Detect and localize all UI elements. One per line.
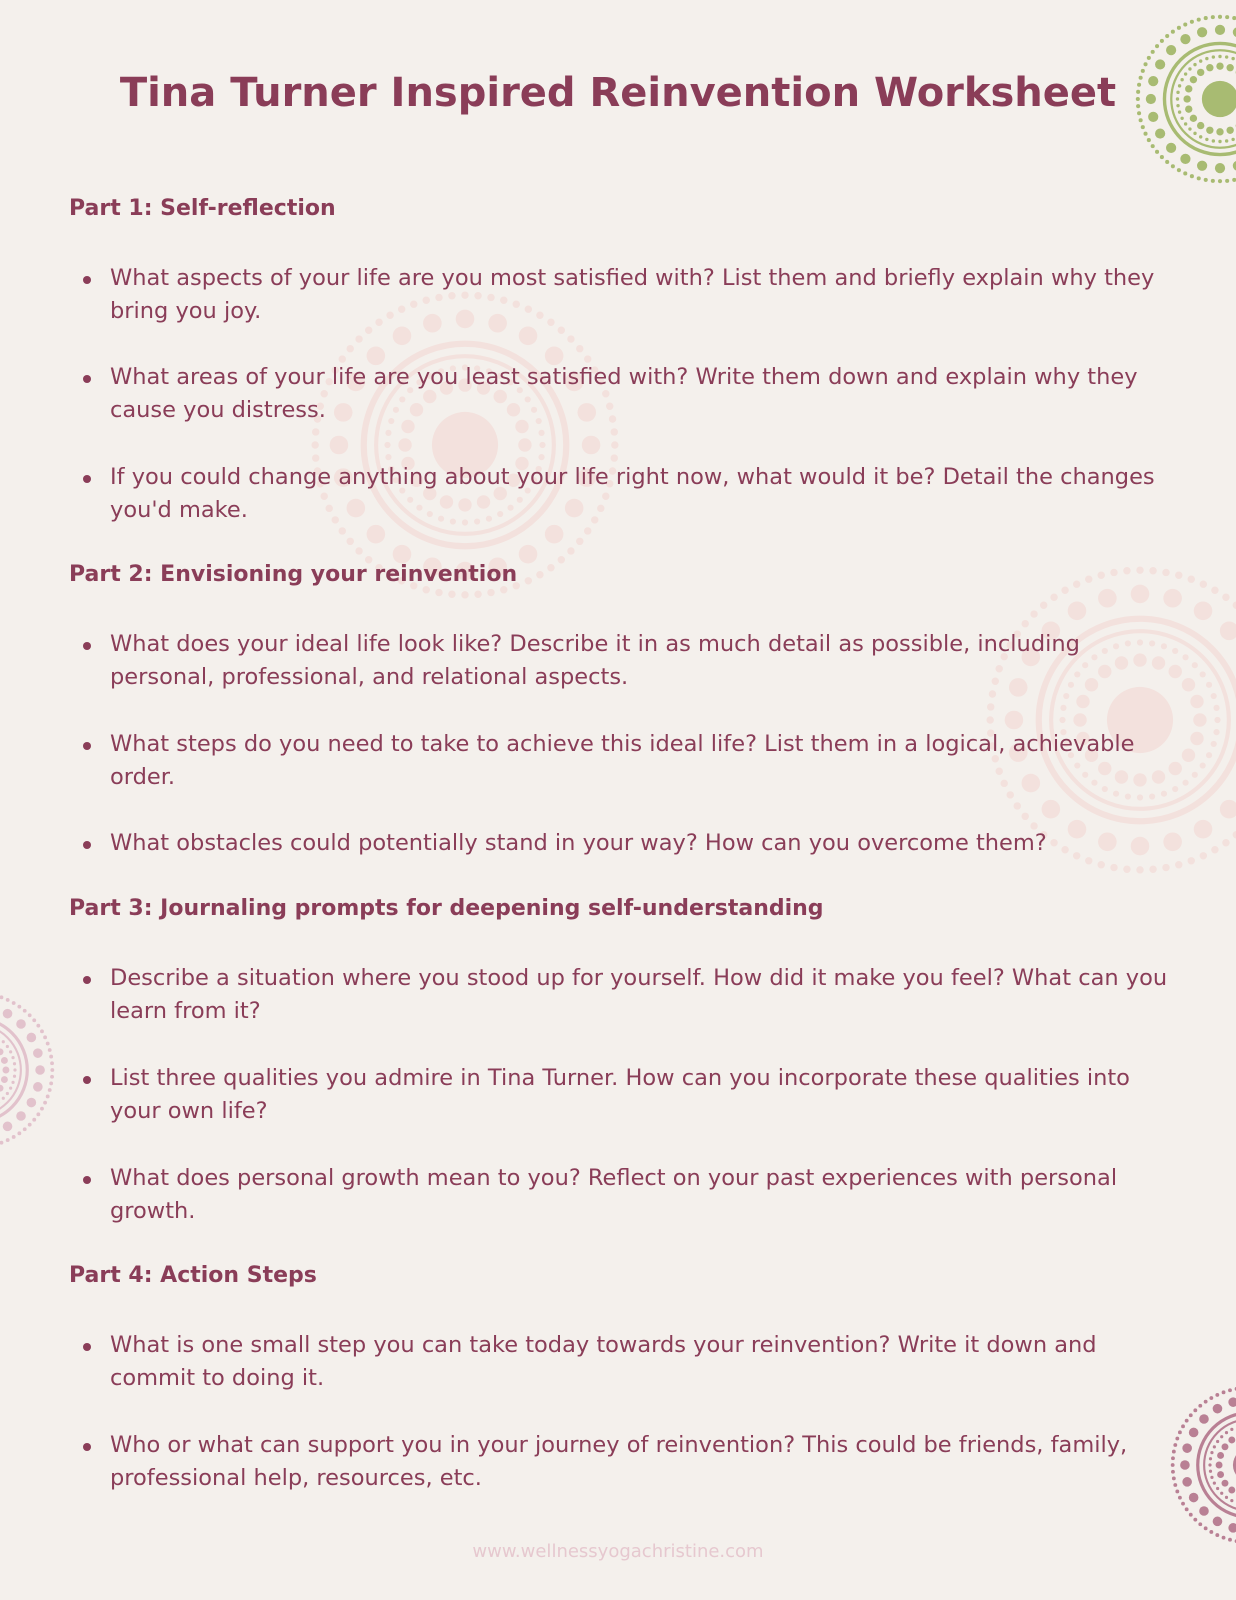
bullet-icon: [83, 976, 91, 984]
item-text: What does personal growth mean to you? Reflect on your past experiences with personal growth.: [110, 1165, 1118, 1224]
list-item: [110, 728, 1170, 794]
item-text: What aspects of your life are you most satisfied with? List them and briefly explain why they bring you joy.: [110, 265, 1155, 324]
item-text: If you could change anything about your life right now, what would it be? Detail the changes you'd make.: [110, 464, 1155, 523]
list-item: [110, 962, 1170, 1028]
item-text: What does your ideal life look like? Describe it in as much detail as possible, including personal, professional, and relational aspects.: [110, 631, 1080, 690]
list-item: [110, 1429, 1170, 1495]
list-item: [110, 361, 1170, 427]
bullet-icon: [83, 475, 91, 483]
list-item: [110, 1162, 1170, 1228]
section-heading-part-3: Part 3: Journaling prompts for deepening self-understanding: [69, 896, 824, 921]
footer-website-link[interactable]: www.wellnessyogachristine.com: [472, 1541, 764, 1562]
bullet-icon: [83, 375, 91, 383]
bullet-icon: [83, 841, 91, 849]
bullet-icon: [83, 1343, 91, 1351]
bullet-icon: [83, 642, 91, 650]
item-text: What steps do you need to take to achieve this ideal life? List them in a logical, achievable order.: [110, 731, 1135, 790]
item-text: List three qualities you admire in Tina Turner. How can you incorporate these qualities into your own life?: [110, 1065, 1130, 1124]
bullet-icon: [83, 276, 91, 284]
bullet-icon: [83, 1076, 91, 1084]
item-text: What obstacles could potentially stand in your way? How can you overcome them?: [110, 830, 1047, 856]
section-heading-part-1: Part 1: Self-reflection: [69, 196, 336, 221]
list-item: [110, 1329, 1170, 1395]
bullet-icon: [83, 1176, 91, 1184]
item-text: Who or what can support you in your journey of reinvention? This could be friends, family, professional help, resources, etc.: [110, 1432, 1128, 1491]
item-text: What areas of your life are you least satisfied with? Write them down and explain why they cause you distress.: [110, 364, 1138, 423]
list-item: [110, 262, 1170, 328]
section-heading-part-2: Part 2: Envisioning your reinvention: [69, 562, 518, 587]
item-text: What is one small step you can take today towards your reinvention? Write it down and commit to doing it.: [110, 1332, 1097, 1391]
list-item: [110, 827, 1170, 860]
section-heading-part-4: Part 4: Action Steps: [69, 1263, 317, 1288]
page-title: Tina Turner Inspired Reinvention Worksheet: [119, 70, 1117, 116]
bullet-icon: [83, 1443, 91, 1451]
list-item: [110, 461, 1170, 527]
item-text: Describe a situation where you stood up for yourself. How did it make you feel? What can you learn from it?: [110, 965, 1168, 1024]
bullet-icon: [83, 742, 91, 750]
list-item: [110, 628, 1170, 694]
list-item: [110, 1062, 1170, 1128]
